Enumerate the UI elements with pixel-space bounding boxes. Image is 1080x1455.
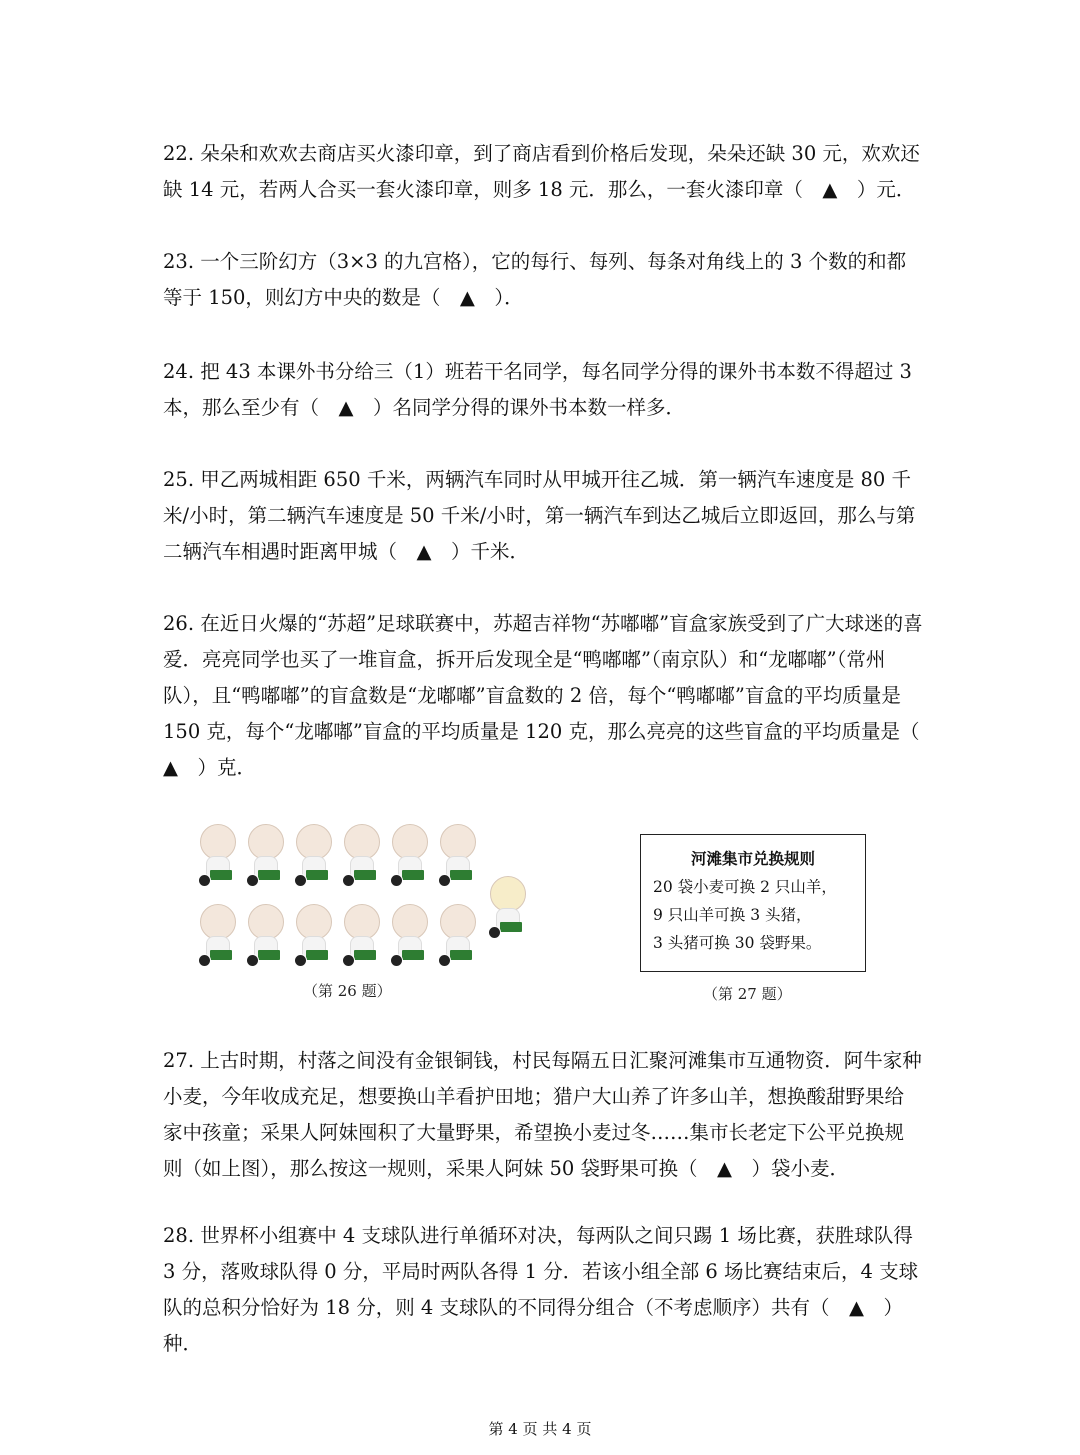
mascot-image xyxy=(340,822,382,886)
figure-27-caption: （第 27 题） xyxy=(703,985,792,1003)
mascot-image xyxy=(196,822,238,886)
mascot-row-1 xyxy=(196,822,496,886)
rule-line: 9 只山羊可换 3 头猪， xyxy=(653,906,812,924)
mascot-image xyxy=(436,902,478,966)
mascot-figure xyxy=(196,822,496,972)
exchange-rules-box xyxy=(640,834,866,972)
rules-title: 河滩集市兑换规则 xyxy=(690,849,815,868)
mascot-image xyxy=(340,902,382,966)
question-25: 25. 甲乙两城相距 650 千米，两辆汽车同时从甲城开往乙城．第一辆汽车速度是 80 千米/小时，第二辆汽车速度是 50 千米/小时，第一辆汽车到达乙城后立即返回，那么与第二辆汽车相遇时距离甲城（ ▲ ）千米． xyxy=(163,468,916,563)
figure-26-caption: （第 26 题） xyxy=(303,982,392,1000)
mascot-image xyxy=(244,902,286,966)
rule-line: 20 袋小麦可换 2 只山羊， xyxy=(653,878,837,896)
question-22: 22. 朵朵和欢欢去商店买火漆印章，到了商店看到价格后发现，朵朵还缺 30 元，欢欢还缺 14 元，若两人合买一套火漆印章，则多 18 元．那么，一套火漆印章（ ▲ ）元． xyxy=(163,142,920,201)
page-footer: 第 4 页 共 4 页 xyxy=(488,1420,592,1438)
mascot-image xyxy=(292,902,334,966)
question-24: 24. 把 43 本课外书分给三（1）班若干名同学，每名同学分得的课外书本数不得超过 3 本，那么至少有（ ▲ ）名同学分得的课外书本数一样多． xyxy=(163,360,912,419)
question-28: 28. 世界杯小组赛中 4 支球队进行单循环对决，每两队之间只踢 1 场比赛，获胜球队得 3 分，落败球队得 0 分，平局时两队各得 1 分．若该小组全部 6 场比赛结束后，4 支球队的总积分恰好为 18 分，则 4 支球队的不同得分组合（不考虑顺序）共有（ ▲ ）种． xyxy=(163,1224,919,1355)
question-23: 23. 一个三阶幻方（3×3 的九宫格），它的每行、每列、每条对角线上的 3 个数的和都等于 150，则幻方中央的数是（ ▲ ）． xyxy=(163,250,907,309)
mascot-row-2 xyxy=(196,902,496,966)
mascot-image xyxy=(196,902,238,966)
mascot-image xyxy=(388,902,430,966)
mascot-image xyxy=(388,822,430,886)
rule-line: 3 头猪可换 30 袋野果。 xyxy=(653,934,822,952)
question-27: 27. 上古时期，村落之间没有金银铜钱，村民每隔五日汇聚河滩集市互通物资．阿牛家种小麦，今年收成充足，想要换山羊看护田地；猎户大山养了许多山羊，想换酸甜野果给家中孩童；采果人阿妹囤积了大量野果，希望换小麦过冬……集市长老定下公平兑换规则（如上图），那么按这一规则，采果人阿妹 50 袋野果可换（ ▲ ）袋小麦． xyxy=(163,1049,922,1180)
mascot-image xyxy=(486,874,528,938)
mascot-image xyxy=(292,822,334,886)
mascot-image xyxy=(244,822,286,886)
mascot-image xyxy=(436,822,478,886)
question-26: 26. 在近日火爆的“苏超”足球联赛中，苏超吉祥物“苏嘟嘟”盲盒家族受到了广大球迷的喜爱．亮亮同学也买了一堆盲盒，拆开后发现全是“鸭嘟嘟”（南京队）和“龙嘟嘟”（常州队），且“鸭嘟嘟”的盲盒数是“龙嘟嘟”盲盒数的 2 倍，每个“鸭嘟嘟”盲盒的平均质量是 150 克，每个“龙嘟嘟”盲盒的平均质量是 120 克，那么亮亮的这些盲盒的平均质量是（ ▲ ）克． xyxy=(163,612,939,779)
